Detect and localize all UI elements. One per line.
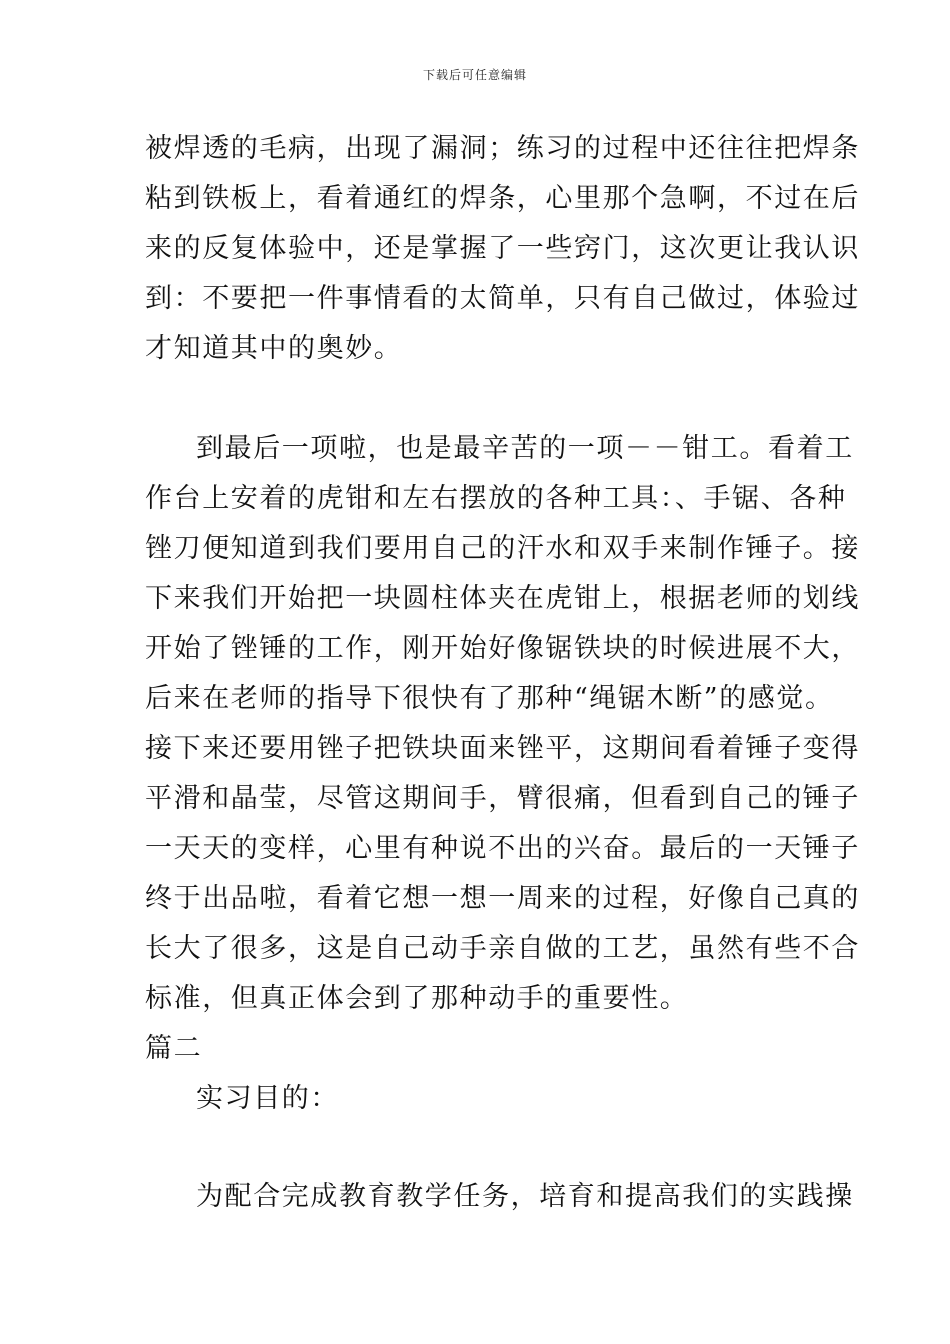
text-line: 后来在老师的指导下很快有了那种“绳锯木断”的感觉。	[145, 683, 834, 714]
text-line: 长大了很多，这是自己动手亲自做的工艺，虽然有些不合	[145, 933, 860, 964]
text-line: 才知道其中的奥妙。	[145, 333, 403, 364]
section-heading: 篇二	[145, 1033, 203, 1064]
text-line: 一天天的变样，心里有种说不出的兴奋。最后的一天锤子	[145, 833, 860, 864]
text-line: 平滑和晶莹，尽管这期间手，臂很痛，但看到自己的锤子	[145, 783, 860, 814]
text-line: 为配合完成教育教学任务，培育和提高我们的实践操	[196, 1181, 854, 1212]
text-line: 终于出品啦，看着它想一想一周来的过程，好像自己真的	[145, 883, 860, 914]
text-line: 下来我们开始把一块圆柱体夹在虎钳上，根据老师的划线	[145, 583, 860, 614]
text-line: 接下来还要用锉子把铁块面来锉平，这期间看着锤子变得	[145, 733, 860, 764]
text-line: 开始了锉锤的工作，刚开始好像锯铁块的时候进展不大，	[145, 633, 860, 664]
text-line: 标准，但真正体会到了那种动手的重要性。	[145, 983, 689, 1014]
text-line: 到：不要把一件事情看的太简单，只有自己做过，体验过	[145, 283, 860, 314]
text-line: 到最后一项啦，也是最辛苦的一项－－钳工。看着工	[196, 433, 854, 464]
section-subheading: 实习目的：	[196, 1083, 339, 1114]
text-line: 被焊透的毛病，出现了漏洞；练习的过程中还往往把焊条	[145, 133, 860, 164]
page-header: 下载后可任意编辑	[422, 68, 527, 82]
text-line: 锉刀便知道到我们要用自己的汗水和双手来制作锤子。接	[145, 533, 860, 564]
text-line: 粘到铁板上，看着通红的焊条，心里那个急啊，不过在后	[145, 183, 860, 214]
text-line: 作台上安着的虎钳和左右摆放的各种工具：、手锯、各种	[145, 483, 847, 514]
text-line: 来的反复体验中，还是掌握了一些窍门，这次更让我认识	[145, 233, 860, 264]
